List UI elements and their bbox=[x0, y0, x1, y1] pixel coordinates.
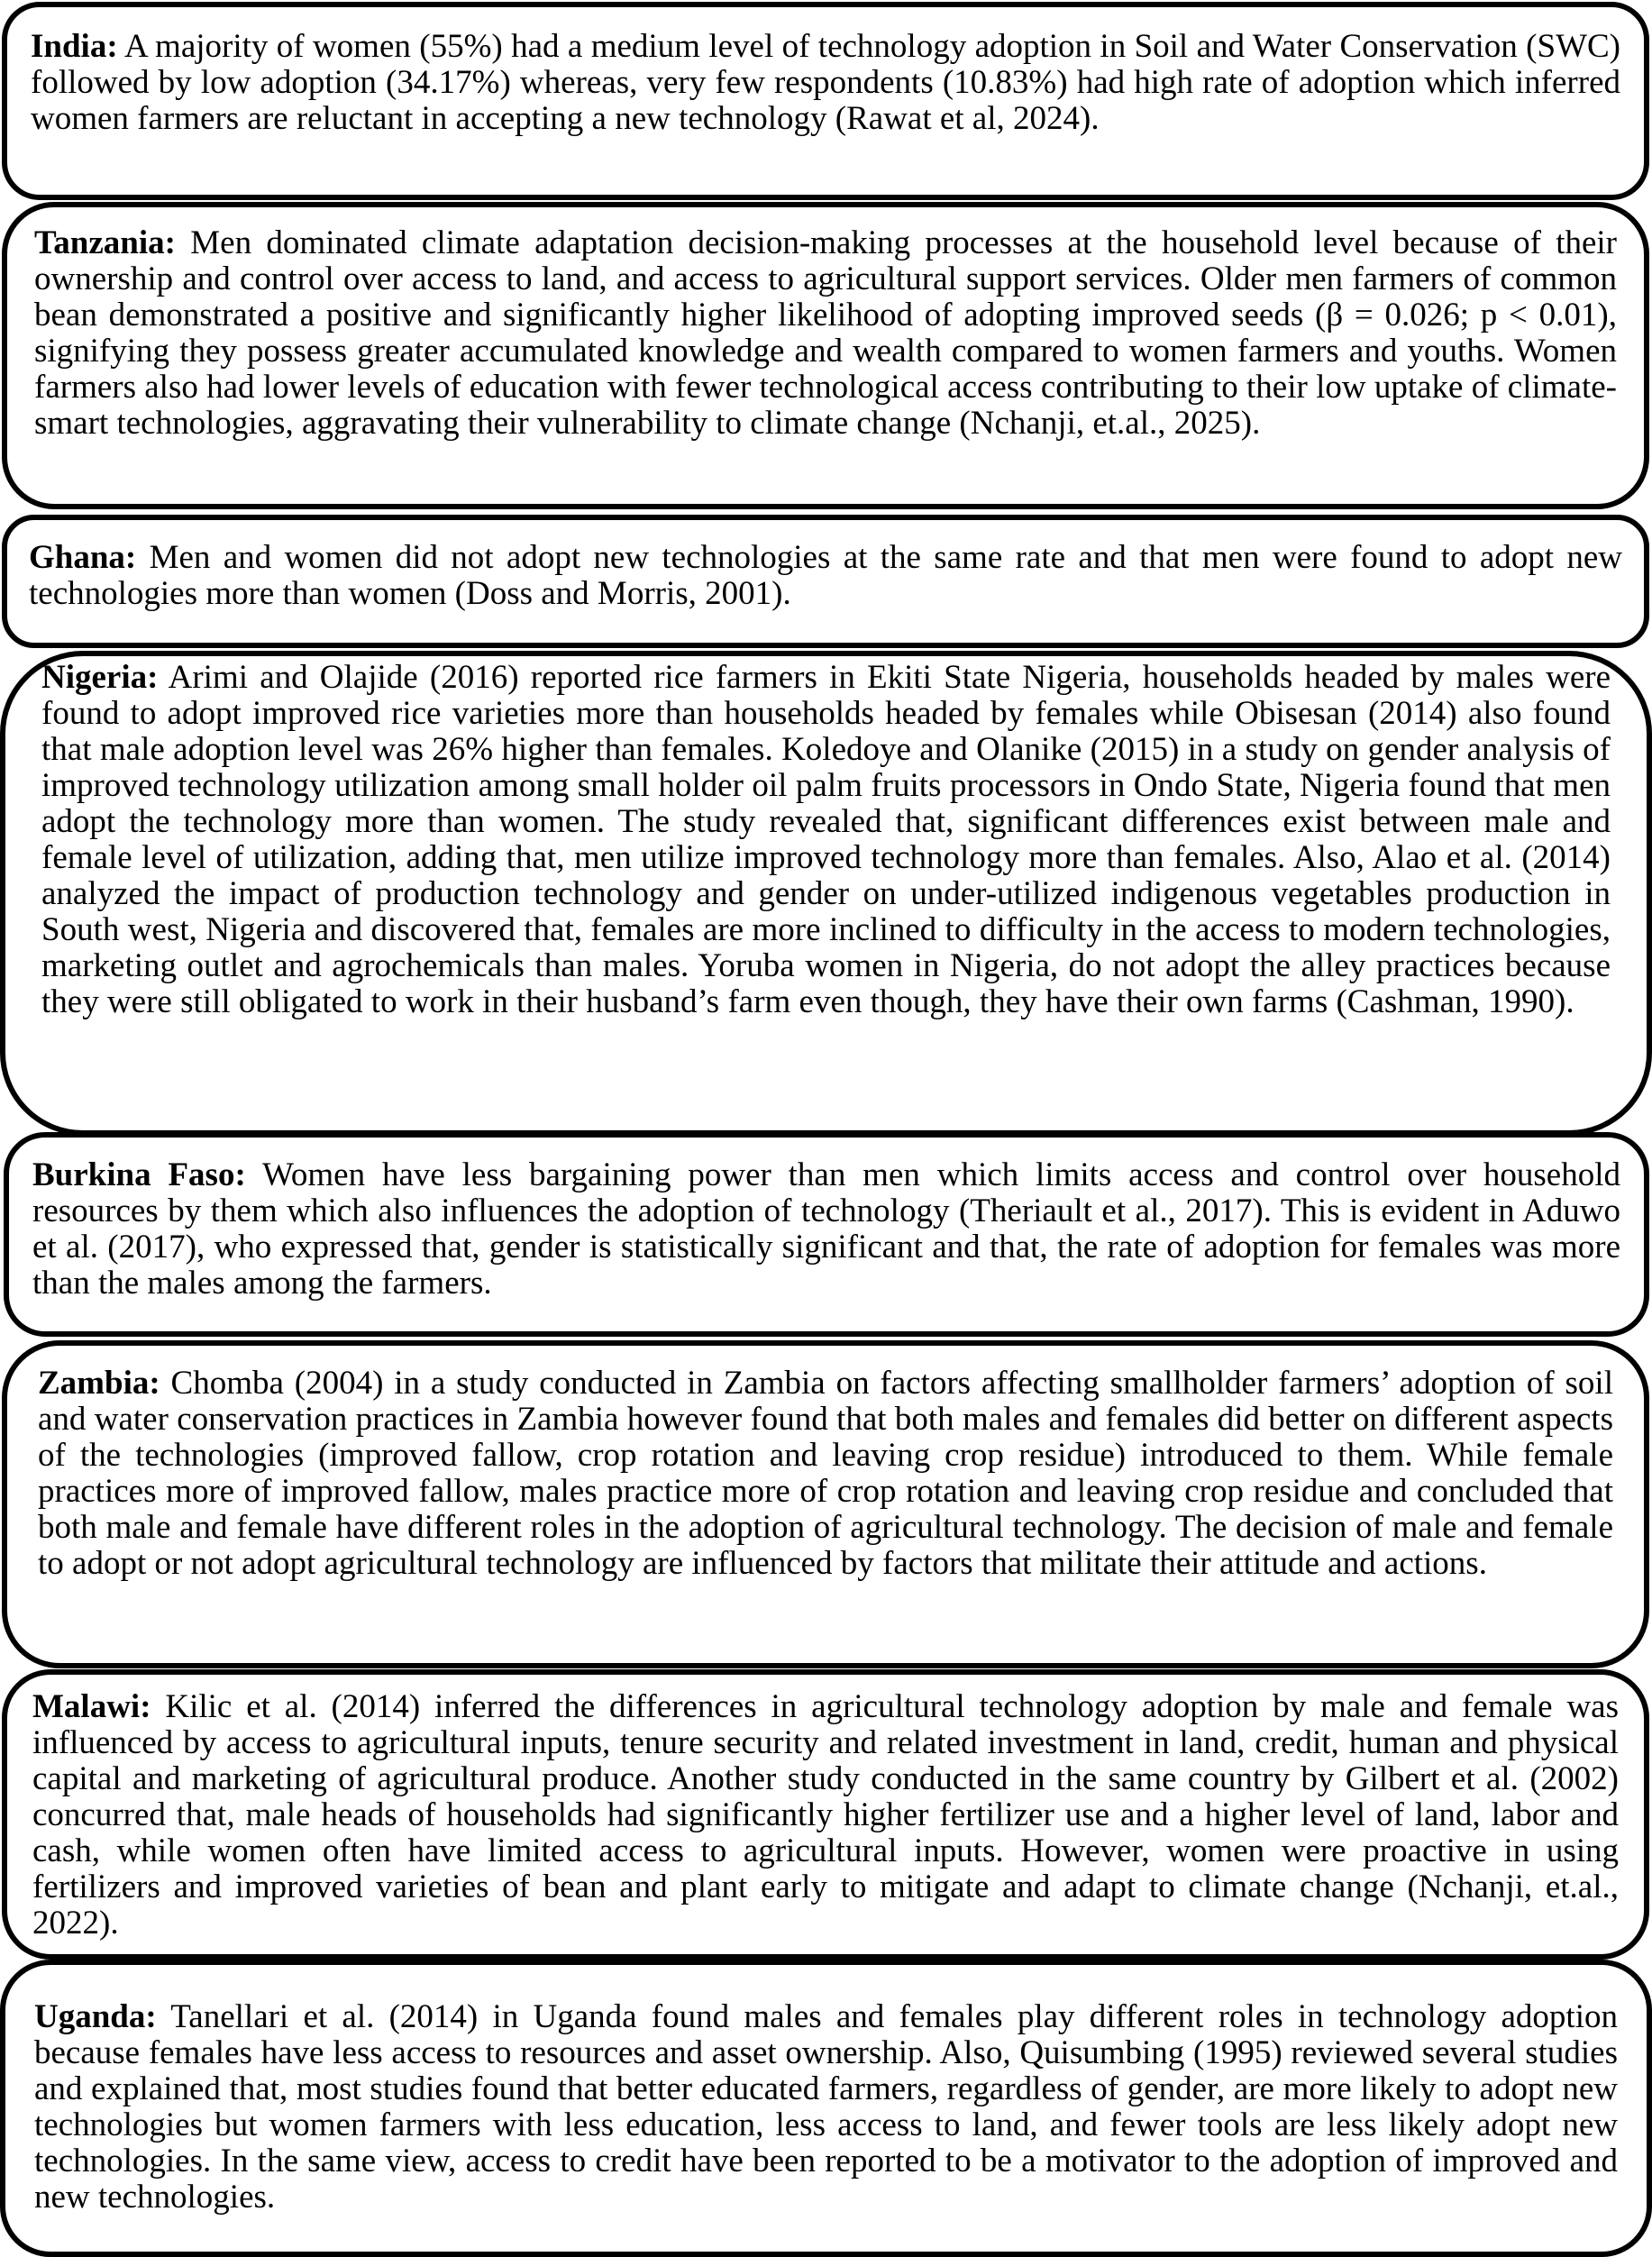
country-name: Burkina Faso: bbox=[32, 1156, 246, 1193]
country-box-uganda bbox=[0, 1960, 1652, 2257]
country-text: A majority of women (55%) had a medium level of technology adoption in Soil and Water Conservation (SWC) followed by low adoption (34.17%) whereas, very few respondents (10.83%) had high rate of adoption which inferred women farmers are reluctant in accepting a new technology (Rawat et al, 2024). bbox=[31, 28, 1620, 137]
country-name: Zambia: bbox=[38, 1365, 160, 1402]
country-paragraph bbox=[31, 29, 1620, 137]
country-name: Ghana: bbox=[29, 539, 137, 576]
country-paragraph bbox=[34, 225, 1617, 442]
country-paragraph bbox=[32, 1157, 1620, 1302]
country-text: Kilic et al. (2014) inferred the differences in agricultural technology adoption by male and female was influenced by access to agricultural inputs, tenure security and related investment in land, credit, human and physical capital and marketing of agricultural produce. Another study conducted in the same country by Gilbert et al. (2002) concurred that, male heads of households had significantly higher fertilizer use and a higher level of land, labor and cash, while women often have limited access to agricultural inputs. However, women were proactive in using fertilizers and improved varieties of bean and plant early to mitigate and adapt to climate change (Nchanji, et.al., 2022). bbox=[32, 1688, 1619, 1942]
country-box-nigeria bbox=[0, 651, 1652, 1136]
country-box-burkina-faso bbox=[4, 1132, 1649, 1337]
country-text: Arimi and Olajide (2016) reported rice farmers in Ekiti State Nigeria, households headed by males were found to adopt improved rice varieties more than households headed by females while Obisesan (2014) also found that male adoption level was 26% higher than females. Koledoye and Olanike (2015) in a study on gender analysis of improved technology utilization among small holder oil palm fruits processors in Ondo State, Nigeria found that men adopt the technology more than women. The study revealed that, significant differences exist between male and female level of utilization, adding that, men utilize improved technology more than females. Also, Alao et al. (2014) analyzed the impact of production technology and gender on under-utilized indigenous vegetables production in South west, Nigeria and discovered that, females are more inclined to difficulty in the access to modern technologies, marketing outlet and agrochemicals than males. Yoruba women in Nigeria, do not adopt the alley practices because they were still obligated to work in their husband’s farm even though, they have their own farms (Cashman, 1990). bbox=[41, 659, 1611, 1020]
country-text: Tanellari et al. (2014) in Uganda found males and females play different roles in technology adoption because females have less access to resources and asset ownership. Also, Quisumbing (1995) reviewed several studies and explained that, most studies found that better educated farmers, regardless of gender, are more likely to adopt new technologies but women farmers with less education, less access to land, and fewer tools are less likely adopt new technologies. In the same view, access to credit have been reported to be a motivator to the adoption of improved and new technologies. bbox=[34, 1998, 1618, 2216]
country-paragraph bbox=[38, 1366, 1613, 1582]
country-name: India: bbox=[31, 28, 118, 65]
country-box-tanzania bbox=[2, 202, 1649, 509]
country-name: Uganda: bbox=[34, 1998, 157, 2035]
country-text: Men and women did not adopt new technologies at the same rate and that men were found to adopt new technologies more than women (Doss and Morris, 2001). bbox=[29, 539, 1622, 612]
country-paragraph bbox=[32, 1689, 1619, 1942]
country-name: Tanzania: bbox=[34, 224, 176, 261]
country-box-ghana bbox=[2, 515, 1649, 648]
country-paragraph bbox=[41, 660, 1611, 1020]
country-box-india bbox=[2, 2, 1649, 200]
country-name: Nigeria: bbox=[41, 659, 159, 696]
country-box-zambia bbox=[2, 1340, 1649, 1668]
country-text: Men dominated climate adaptation decision-making processes at the household level because of their ownership and control over access to land, and access to agricultural support services. Older men farmers of common bean demonstrated a positive and significantly higher likelihood of adopting improved seeds (β = 0.026; p < 0.01), signifying they possess greater accumulated knowledge and wealth compared to women farmers and youths. Women farmers also had lower levels of education with fewer technological access contributing to their low uptake of climate-smart technologies, aggravating their vulnerability to climate change (Nchanji, et.al., 2025). bbox=[34, 224, 1617, 442]
country-name: Malawi: bbox=[32, 1688, 151, 1725]
country-text: Women have less bargaining power than men which limits access and control over household resources by them which also influences the adoption of technology (Theriault et al., 2017). This is evident in Aduwo et al. (2017), who expressed that, gender is statistically significant and that, the rate of adoption for females was more than the males among the farmers. bbox=[32, 1156, 1621, 1302]
country-box-malawi bbox=[2, 1669, 1649, 1960]
country-paragraph bbox=[34, 1999, 1618, 2216]
country-text: Chomba (2004) in a study conducted in Zambia on factors affecting smallholder farmers’ adoption of soil and water conservation practices in Zambia however found that both males and females did better on different aspects of the technologies (improved fallow, crop rotation and leaving crop residue) introduced to them. While female practices more of improved fallow, males practice more of crop rotation and leaving crop residue and concluded that both male and female have different roles in the adoption of agricultural technology. The decision of male and female to adopt or not adopt agricultural technology are influenced by factors that militate their attitude and actions. bbox=[38, 1365, 1613, 1582]
country-paragraph bbox=[29, 540, 1622, 612]
